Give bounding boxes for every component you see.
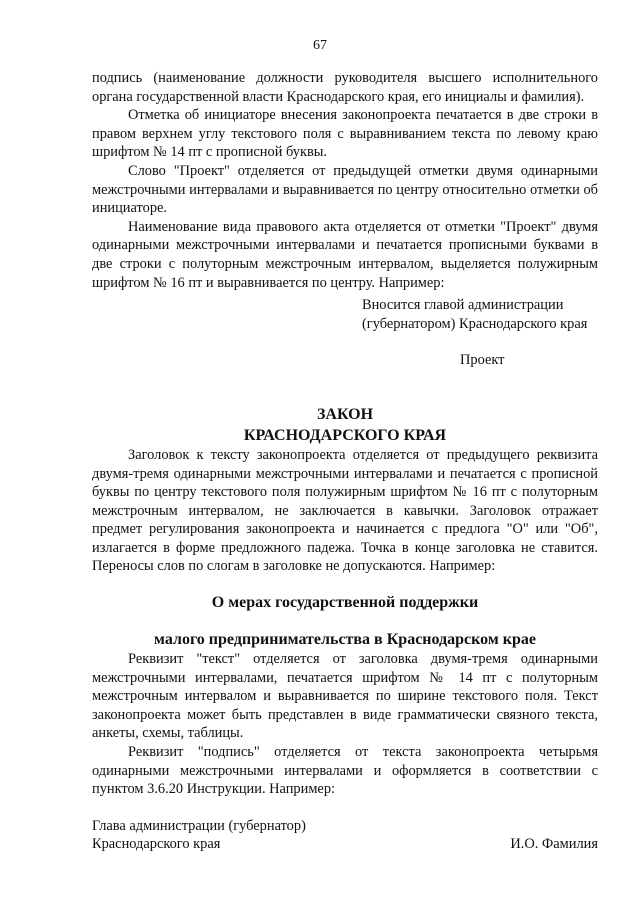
paragraph-text-requisite: Реквизит "текст" отделяется от заголовка двумя-тремя одинарными межстрочными интервалами, печатается шрифтом № 14 пт с полуторным межстрочным интервалом и выравнивается по ширине текстового поля. Текст законопроекта может быть представлен в виде грамматически связного текста, анкеты, схемы, таблицы. — [92, 651, 598, 742]
paragraph-project-word: Слово "Проект" отделяется от предыдущей отметки двумя одинарными межстрочными интервалами и выравнивается по центру относительно отметки об инициаторе. — [92, 162, 598, 217]
initiator-mark-example — [362, 296, 598, 333]
signature-row — [92, 835, 598, 854]
page-number: 67 — [313, 38, 327, 53]
sample-heading-line-2: малого предпринимательства в Краснодарском крае — [154, 631, 536, 649]
paragraph-signature-continuation: подпись (наименование должности руководителя высшего исполнительного органа государственной власти Краснодарского края, его инициалы и фамилия). — [92, 70, 598, 105]
sample-heading-line-1: О мерах государственной поддержки — [211, 594, 479, 612]
signature-title-line-1: Глава администрации (губернатор) — [92, 817, 306, 834]
law-title-line-1: ЗАКОН — [316, 405, 374, 423]
signature-example — [92, 817, 598, 854]
initiator-line-1: Вносится главой администрации — [362, 297, 564, 314]
signature-title-line-2: Краснодарского края — [92, 836, 221, 853]
signature-name: И.О. Фамилия — [510, 836, 598, 853]
paragraph-initiator-mark: Отметка об инициаторе внесения законопроекта печатается в две строки в правом верхнем углу текстового поля с выравниванием текста по левому краю шрифтом № 14 пт с прописной буквы. — [92, 107, 598, 161]
paragraph-act-type: Наименование вида правового акта отделяется от отметки "Проект" двумя одинарными межстрочными интервалами и печатается прописными буквами в две строки с полуторным межстрочным интервалом, выделяется полужирным шрифтом № 16 пт и выравнивается по центру. Например: — [92, 218, 598, 291]
initiator-line-2: (губернатором) Краснодарского края — [362, 315, 588, 332]
project-mark: Проект — [460, 352, 505, 369]
law-title-example — [92, 404, 598, 446]
paragraph-signature-requisite: Реквизит "подпись" отделяется от текста законопроекта четырьмя одинарными межстрочными интервалами и оформляется в соответствии с пунктом 3.6.20 Инструкции. Например: — [92, 744, 598, 798]
page-content — [92, 69, 598, 854]
law-title-line-2: КРАСНОДАРСКОГО КРАЯ — [243, 426, 447, 444]
paragraph-heading-rules: Заголовок к тексту законопроекта отделяется от предыдущего реквизита двумя-тремя одинарными межстрочными интервалами и печатается с прописной буквы по центру текстового поля полужирным шрифтом № 16 пт с полуторным межстрочным интервалом, не заключается в кавычки. Заголовок отражает предмет регулирования законопроекта и начинается с предлога "О" или "Об", излагается в форме предложного падежа. Точка в конце заголовка не ставится. Переносы слов по слогам в заголовке не допускаются. Например: — [92, 446, 598, 575]
